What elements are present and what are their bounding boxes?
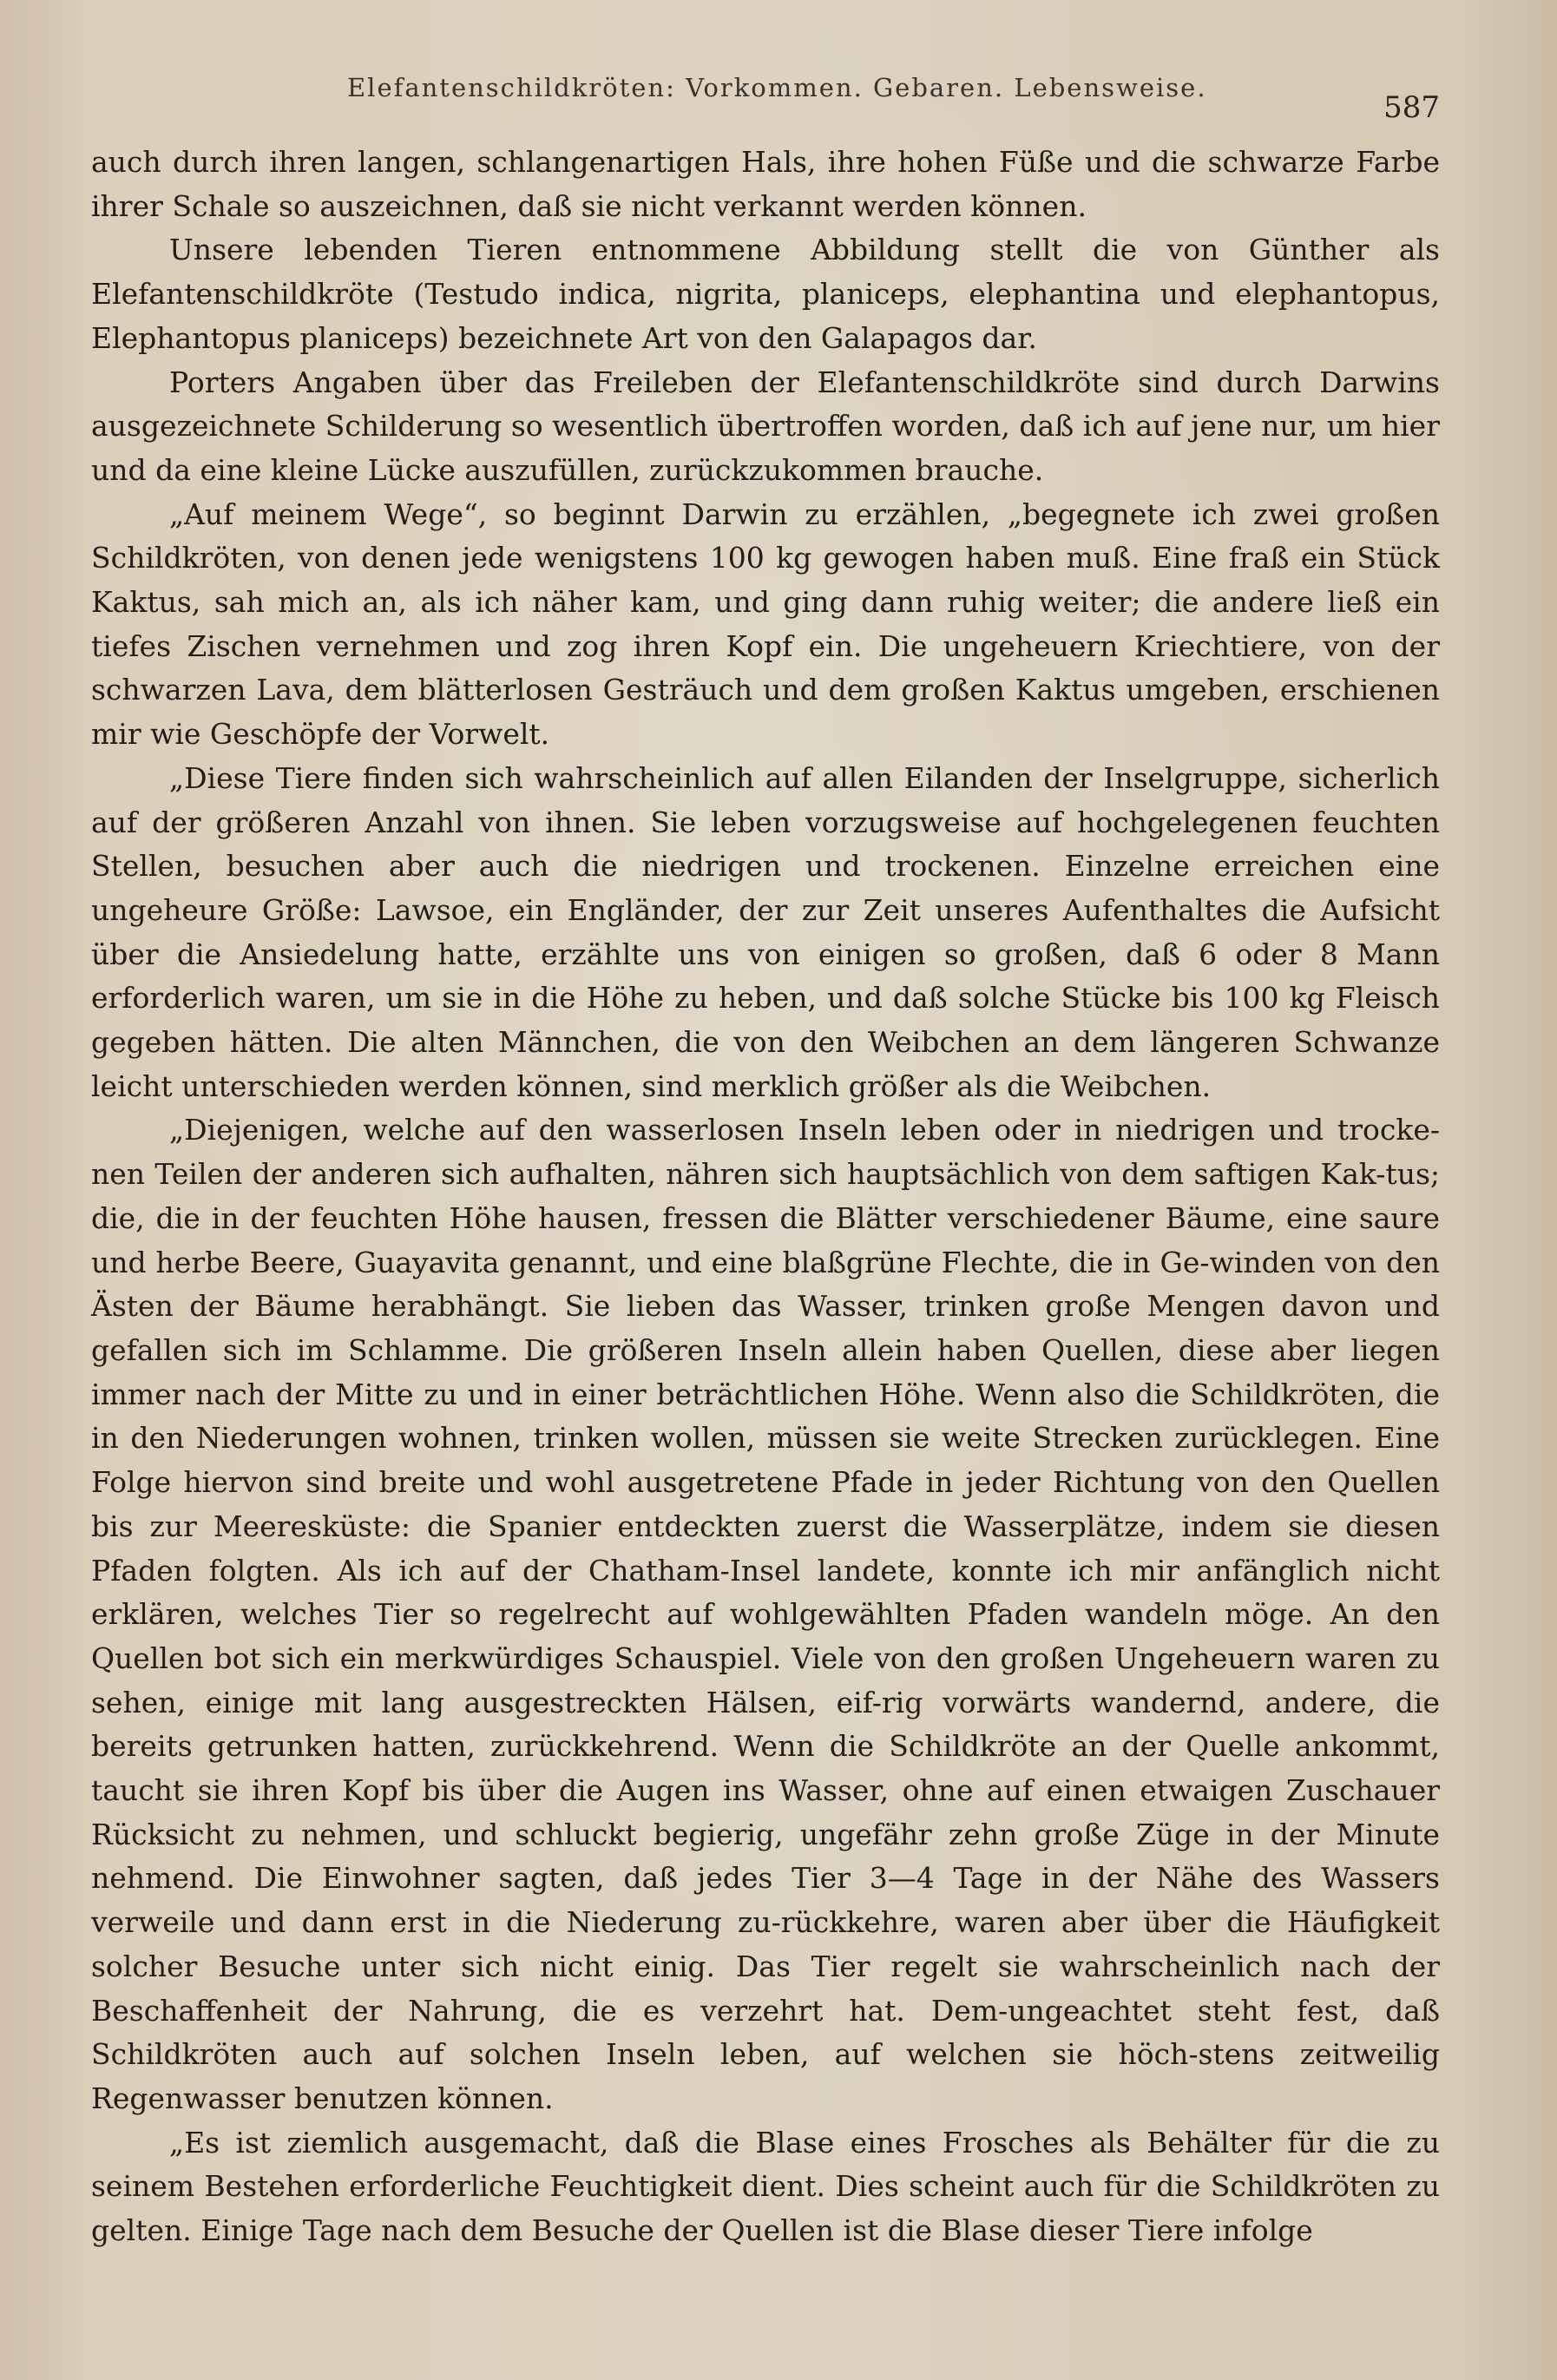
page-number: 587 [1383,90,1440,125]
paragraph-1: auch durch ihren langen, schlangenartigen Hals, ihre hohen Füße und die schwarze Farbe ihrer Schale so auszeichnen, daß sie nicht verkannt werden können. [91,145,1440,223]
running-title: Elefantenschildkröten: Vorkommen. Gebaren. Lebensweise. [347,73,1207,102]
paragraph-3: Porters Angaben über das Freileben der Elefantenschildkröte sind durch Darwins ausgezeichnete Schilderung so wesentlich übertroffen worden, daß ich auf jene nur, um hier und da eine kleine Lücke auszufüllen, zurückzukommen brauche. [91,365,1440,487]
body-text [91,141,1440,2253]
paragraph-6: „Diejenigen, welche auf den wasserlosen Inseln leben oder in niedrigen und trocke-nen Teilen der anderen sich aufhalten, nähren sich hauptsächlich von dem saftigen Kak-tus; die, die in der feuchten Höhe hausen, fressen die Blätter verschiedener Bäume, eine saure und herbe Beere, Guayavita genannt, und eine blaßgrüne Flechte, die in Ge-winden von den Ästen der Bäume herabhängt. Sie lieben das Wasser, trinken große Mengen davon und gefallen sich im Schlamme. Die größeren Inseln allein haben Quellen, diese aber liegen immer nach der Mitte zu und in einer beträchtlichen Höhe. Wenn also die Schildkröten, die in den Niederungen wohnen, trinken wollen, müssen sie weite Strecken zurücklegen. Eine Folge hiervon sind breite und wohl ausgetretene Pfade in jeder Richtung von den Quellen bis zur Meeresküste: die Spanier entdeckten zuerst die Wasserplätze, indem sie diesen Pfaden folgten. Als ich auf der Chatham-Insel landete, konnte ich mir anfänglich nicht erklären, welches Tier so regelrecht auf wohlgewählten Pfaden wandeln möge. An den Quellen bot sich ein merkwürdiges Schauspiel. Viele von den großen Ungeheuern waren zu sehen, einige mit lang ausgestreckten Hälsen, eif-rig vorwärts wandernd, andere, die bereits getrunken hatten, zurückkehrend. Wenn die Schildkröte an der Quelle ankommt, taucht sie ihren Kopf bis über die Augen ins Wasser, ohne auf einen etwaigen Zuschauer Rücksicht zu nehmen, und schluckt begierig, ungefähr zehn große Züge in der Minute nehmend. Die Einwohner sagten, daß jedes Tier 3—4 Tage in der Nähe des Wassers verweile und dann erst in die Niederung zu-rückkehre, waren aber über die Häufigkeit solcher Besuche unter sich nicht einig. Das Tier regelt sie wahrscheinlich nach der Beschaffenheit der Nahrung, die es verzehrt hat. Dem-ungeachtet steht fest, daß Schildkröten auch auf solchen Inseln leben, auf welchen sie höch-stens zeitweilig Regenwasser benutzen können. [91,1113,1440,2115]
paragraph-4: „Auf meinem Wege“, so beginnt Darwin zu erzählen, „begegnete ich zwei großen Schildkröten, von denen jede wenigstens 100 kg gewogen haben muß. Eine fraß ein Stück Kaktus, sah mich an, als ich näher kam, und ging dann ruhig weiter; die andere ließ ein tiefes Zischen vernehmen und zog ihren Kopf ein. Die ungeheuern Kriechtiere, von der schwarzen Lava, dem blätterlosen Gesträuch und dem großen Kaktus umgeben, erschienen mir wie Geschöpfe der Vorwelt. [91,496,1440,752]
paragraph-2: Unsere lebenden Tieren entnommene Abbildung stellt die von Günther als Elefantenschildkröte (Testudo indica, nigrita, planiceps, elephantina und elephantopus, Elephantopus planiceps) bezeichnete Art von den Galapagos dar. [91,233,1440,355]
page-header [91,61,1440,141]
paragraph-7: „Es ist ziemlich ausgemacht, daß die Blase eines Frosches als Behälter für die zu seinem Bestehen erforderliche Feuchtigkeit dient. Dies scheint auch für die Schildkröten zu gelten. Einige Tage nach dem Besuche der Quellen ist die Blase dieser Tiere infolge [91,2125,1440,2248]
paragraph-5: „Diese Tiere finden sich wahrscheinlich auf allen Eilanden der Inselgruppe, sicherlich auf der größeren Anzahl von ihnen. Sie leben vorzugsweise auf hochgelegenen feuchten Stellen, besuchen aber auch die niedrigen und trockenen. Einzelne erreichen eine ungeheure Größe: Lawsoe, ein Engländer, der zur Zeit unseres Aufenthaltes die Aufsicht über die Ansiedelung hatte, erzählte uns von einigen so großen, daß 6 oder 8 Mann erforderlich waren, um sie in die Höhe zu heben, und daß solche Stücke bis 100 kg Fleisch gegeben hätten. Die alten Männchen, die von den Weibchen an dem längeren Schwanze leicht unterschieden werden können, sind merklich größer als die Weibchen. [91,760,1440,1103]
